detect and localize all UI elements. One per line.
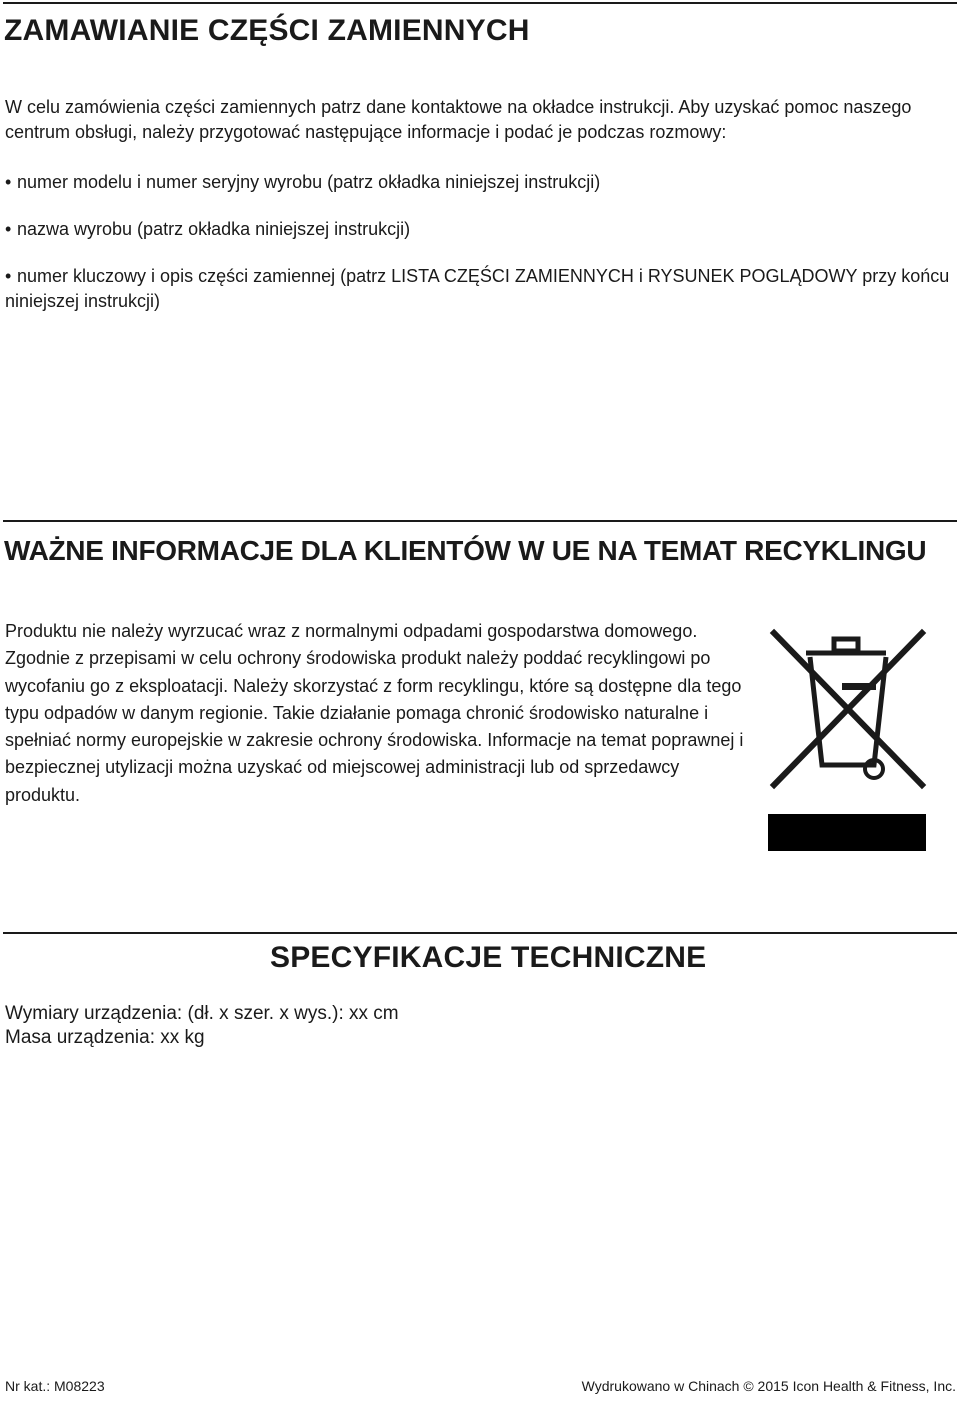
bullet-item-product-name [5,217,955,242]
crossed-out-wheelie-bin-icon [768,627,928,852]
specs-divider [3,932,957,934]
recycling-divider [3,520,957,522]
bullet-text: numer modelu i numer seryjny wyrobu (patrz okładka niniejszej instrukcji) [17,172,601,192]
recycling-body: Produktu nie należy wyrzucać wraz z normalnymi odpadami gospodarstwa domowego. Zgodnie z przepisami w celu ochrony środowiska produkt należy poddać recyklingowi po wycofaniu go z eksploatacji. Należy skorzystać z form recyklingu, które są dostępne dla tego typu odpadów w danym regionie. Takie działanie pomaga chronić środowisko naturalne i spełniać normy europejskie w zakresie ochrony środowiska. Informacje na temat poprawnej i bezpiecznej utylizacji można uzyskać od miejscowej administracji lub od sprzedawcy produktu. [5,621,744,805]
specs-title: SPECYFIKACJE TECHNICZNE [270,941,707,974]
spare-parts-intro: W celu zamówienia części zamiennych patrz dane kontaktowe na okładce instrukcji. Aby uzyskać pomoc naszego centrum obsługi, należy przygotować następujące informacje i podać je podczas rozmowy: [5,97,912,142]
bullet-dot: • [5,172,12,192]
recycling-title: WAŻNE INFORMACJE DLA KLIENTÓW W UE NA TEMAT RECYKLINGU [4,535,927,566]
bullet-text: numer kluczowy i opis części zamiennej (patrz LISTA CZĘŚCI ZAMIENNYCH i RYSUNEK POGLĄDOWY przy końcu niniejszej instrukcji) [5,266,950,311]
footer-catalog-number: Nr kat.: M08223 [5,1378,105,1394]
top-divider [3,2,957,4]
spare-parts-title: ZAMAWIANIE CZĘŚCI ZAMIENNYCH [4,14,530,47]
bullet-text: nazwa wyrobu (patrz okładka niniejszej instrukcji) [17,219,411,239]
footer-printed-in: Wydrukowano w Chinach © 2015 Icon Health & Fitness, Inc. [581,1378,956,1394]
bin-underline-bar [768,814,926,851]
bullet-item-key-number [5,264,955,314]
bullet-dot: • [5,219,12,239]
bullet-dot: • [5,266,12,286]
bullet-item-model-serial [5,170,955,195]
specs-dimensions: Wymiary urządzenia: (dł. x szer. x wys.): xx cm [5,1003,399,1024]
bin-symbol [774,633,922,785]
specs-weight: Masa urządzenia: xx kg [5,1027,205,1048]
